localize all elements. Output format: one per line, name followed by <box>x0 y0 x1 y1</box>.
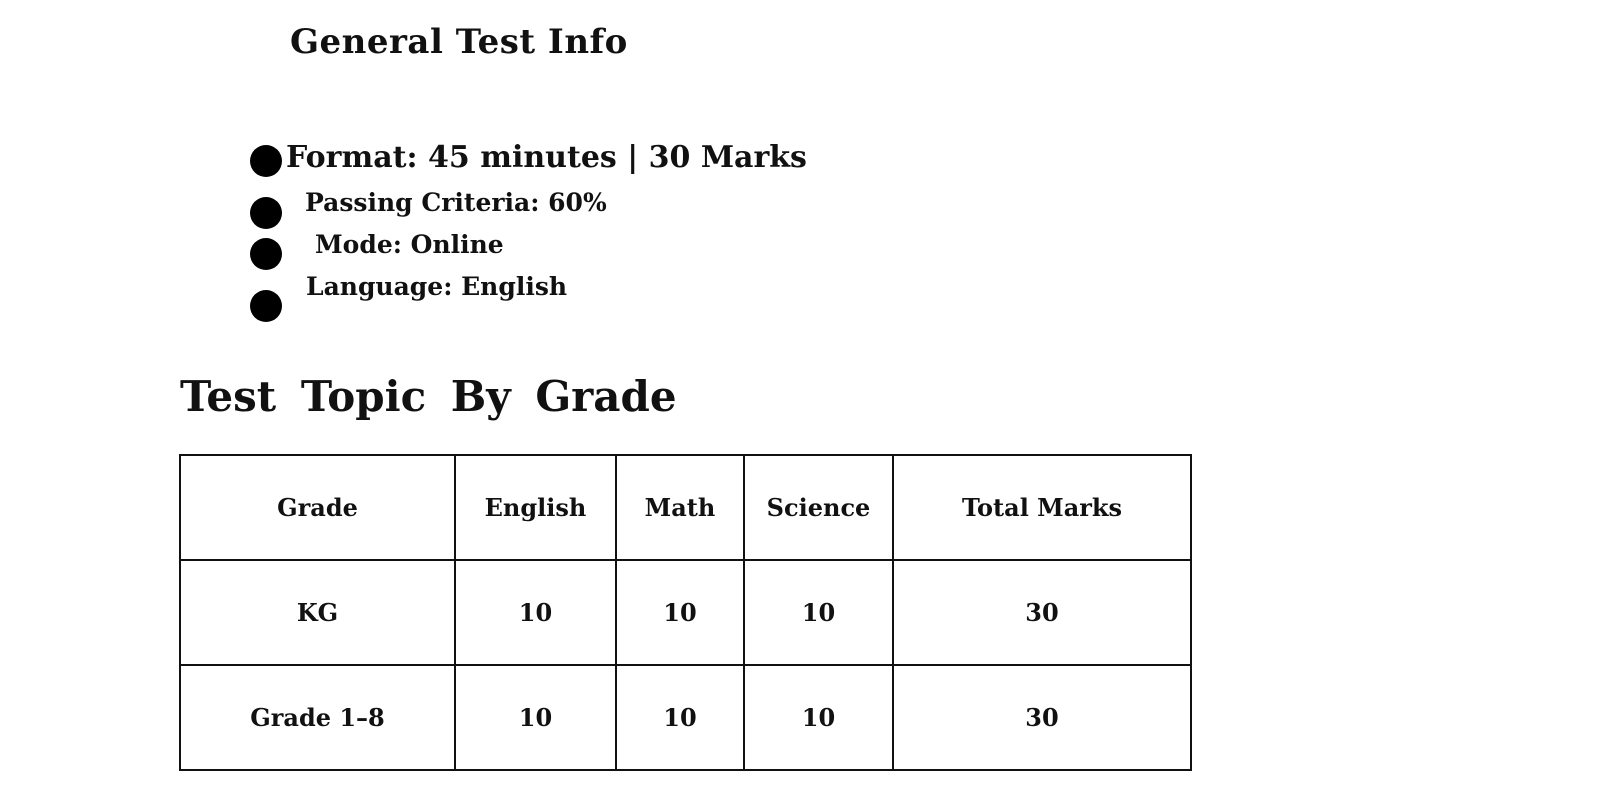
column-header-science: Science <box>744 455 893 560</box>
table-cell: 10 <box>616 560 744 665</box>
mode-item: Mode: Online <box>315 230 504 259</box>
general-test-info-heading: General Test Info <box>290 22 628 62</box>
table-cell: 10 <box>455 560 616 665</box>
table-cell: 30 <box>893 560 1191 665</box>
column-header-math: Math <box>616 455 744 560</box>
format-item: Format: 45 minutes | 30 Marks <box>286 140 807 175</box>
test-topic-by-grade-heading: Test Topic By Grade <box>180 372 677 421</box>
test-topic-table <box>179 454 1192 771</box>
bullet-dot-icon <box>250 145 282 177</box>
column-header-english: English <box>455 455 616 560</box>
table-cell: 10 <box>455 665 616 770</box>
table-cell: KG <box>180 560 455 665</box>
bullet-dot-icon <box>250 197 282 229</box>
table-row <box>180 560 1191 665</box>
table-row <box>180 665 1191 770</box>
bullet-dot-icon <box>250 290 282 322</box>
language-item: Language: English <box>306 272 568 301</box>
table-cell: Grade 1–8 <box>180 665 455 770</box>
table-header-row <box>180 455 1191 560</box>
passing-criteria-item: Passing Criteria: 60% <box>305 188 607 217</box>
column-header-total-marks: Total Marks <box>893 455 1191 560</box>
bullet-dot-icon <box>250 238 282 270</box>
table-cell: 10 <box>744 665 893 770</box>
table-cell: 10 <box>744 560 893 665</box>
column-header-grade: Grade <box>180 455 455 560</box>
table-cell: 30 <box>893 665 1191 770</box>
table-cell: 10 <box>616 665 744 770</box>
